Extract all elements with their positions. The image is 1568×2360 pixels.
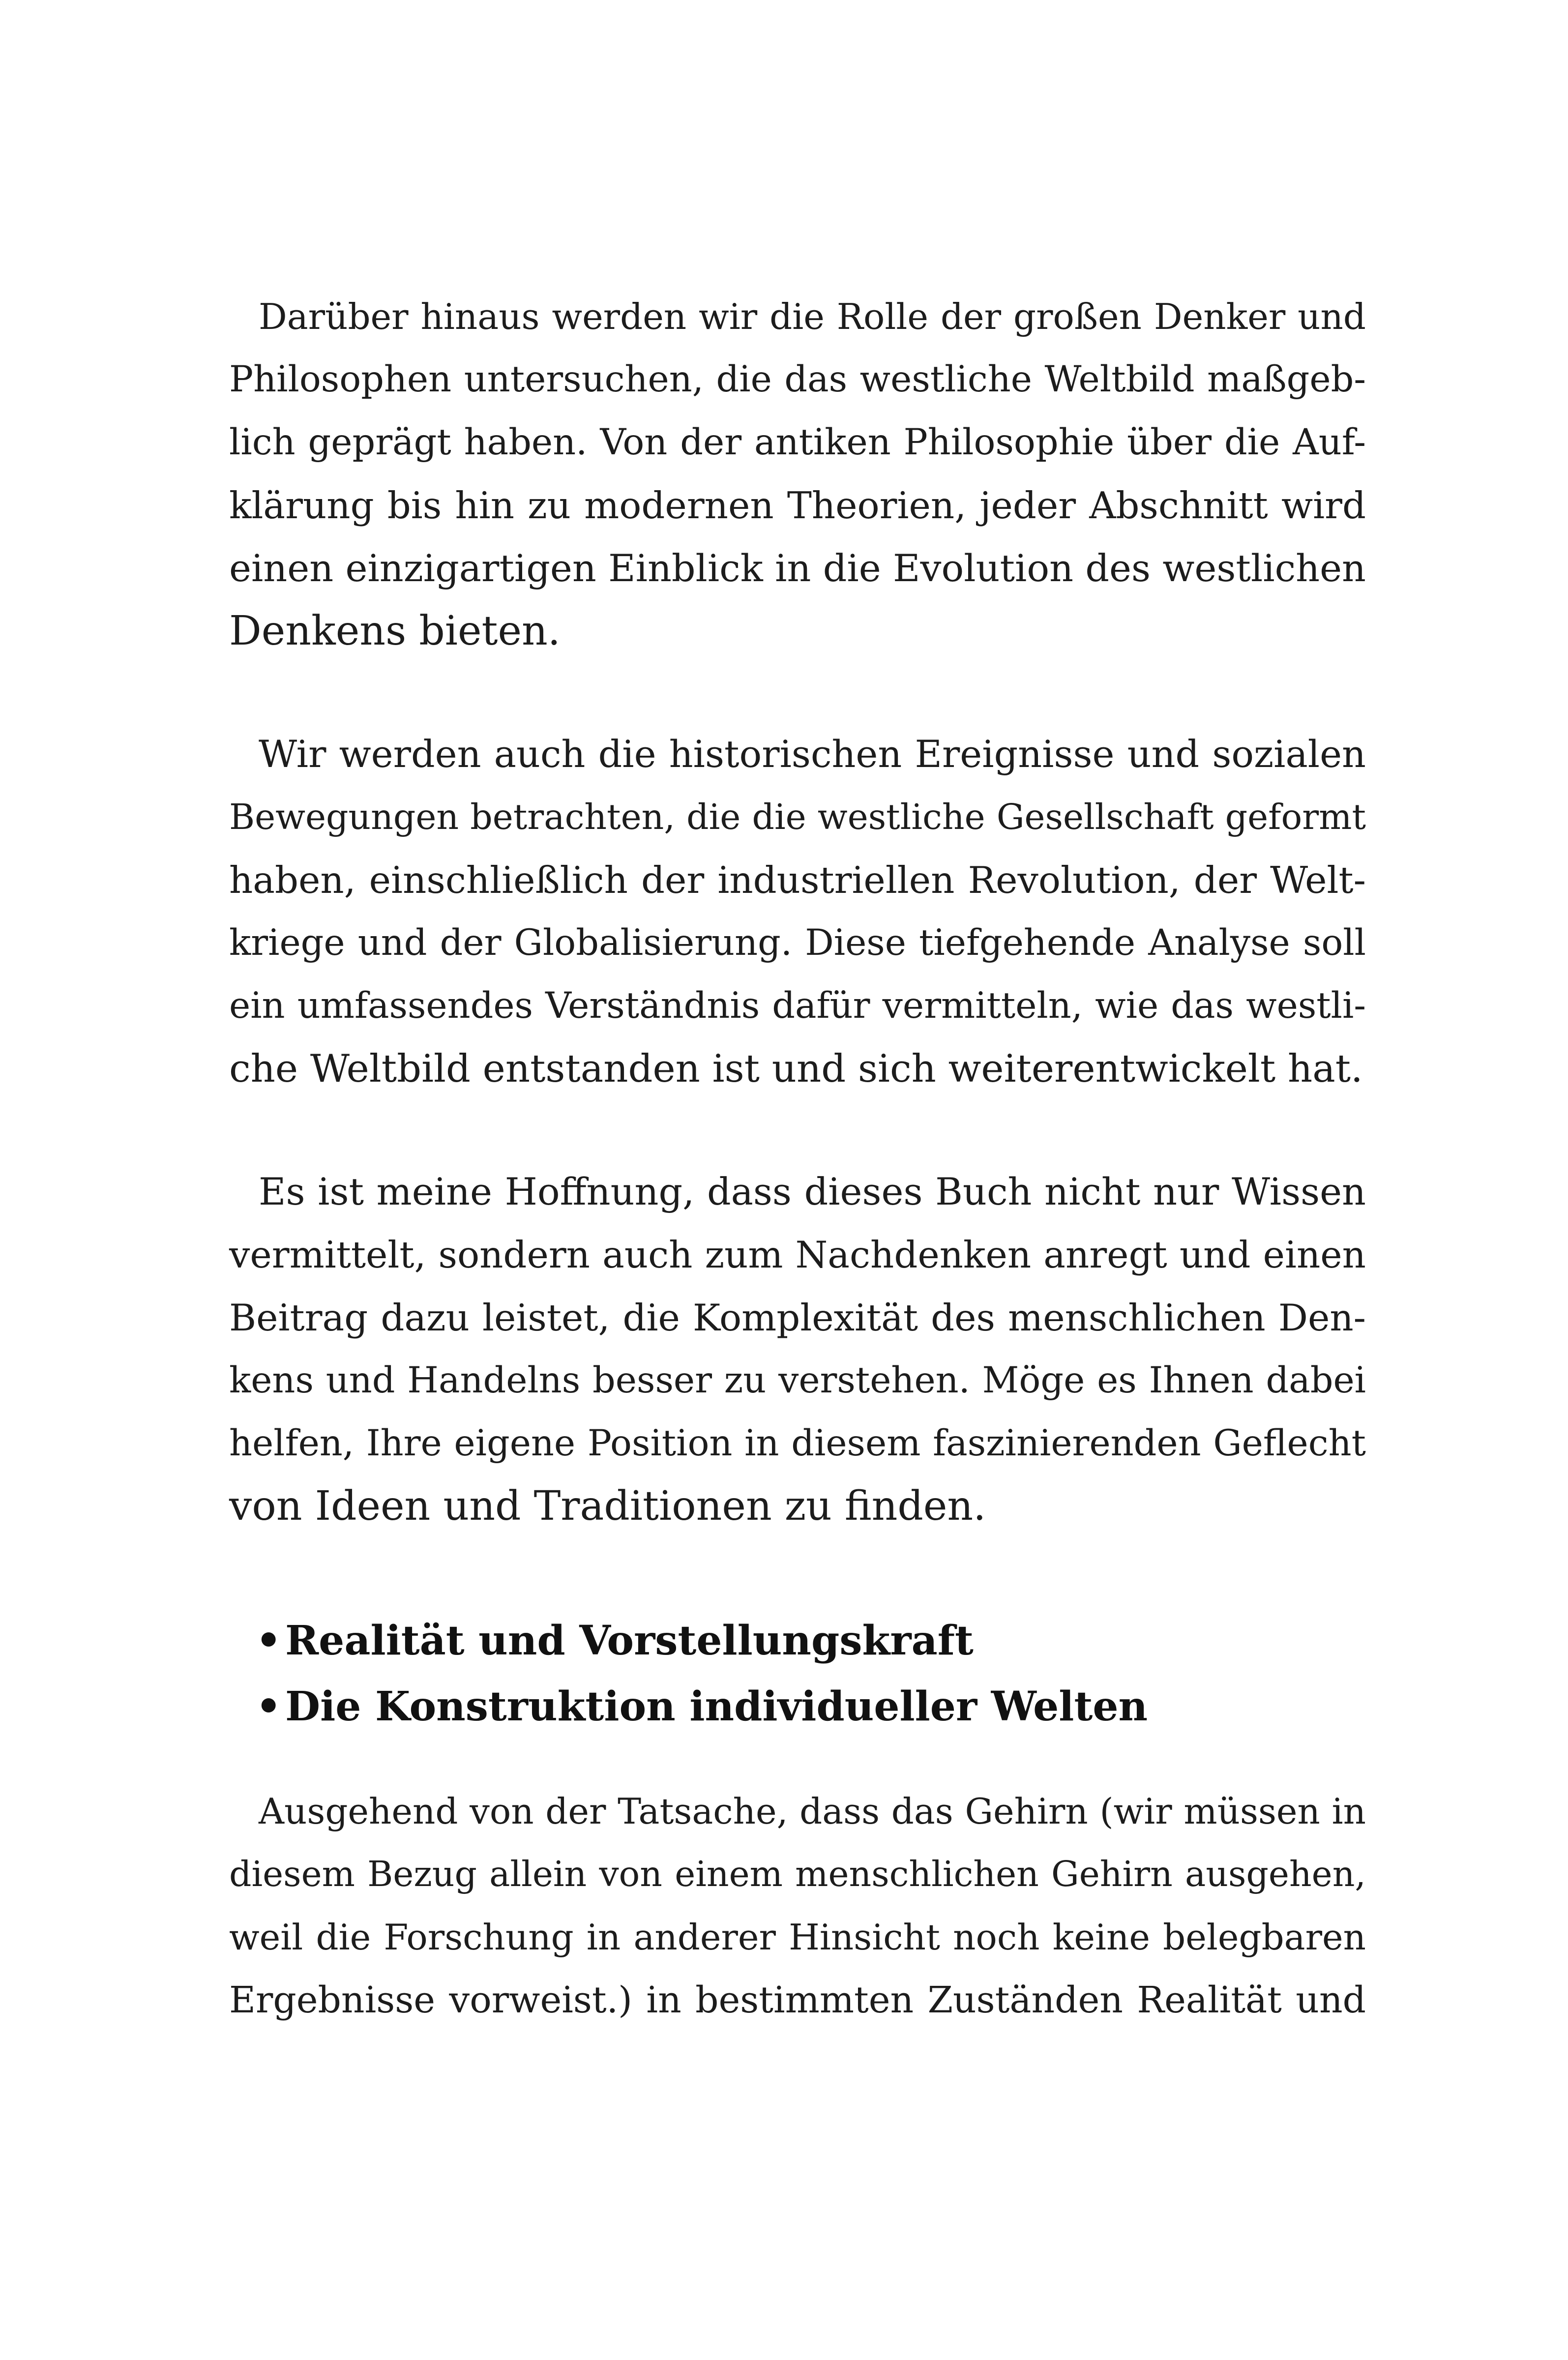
text-line: von Ideen und Traditionen zu finden. xyxy=(229,1483,986,1530)
text-line: Beitrag dazu leistet, die Komplexität des menschlichen Den- xyxy=(229,1296,1366,1339)
text-line: haben, einschließlich der industriellen Revolution, der Welt- xyxy=(229,858,1366,902)
bullet-text: Realität und Vorstellungskraft xyxy=(285,1617,974,1664)
text-line: Es ist meine Hoffnung, dass dieses Buch nicht nur Wissen xyxy=(259,1170,1366,1213)
text-line: Bewegungen betrachten, die die westliche Gesellschaft geformt xyxy=(229,796,1366,837)
text-line: diesem Bezug allein von einem menschlichen Gehirn ausgehen, xyxy=(229,1854,1366,1894)
bullet-list xyxy=(256,1608,1337,1740)
bullet-text: Die Konstruktion individueller Welten xyxy=(285,1683,1148,1730)
bullet-item xyxy=(256,1674,1337,1740)
text-line: klärung bis hin zu modernen Theorien, jeder Abschnitt wird xyxy=(229,484,1366,527)
paragraph-3 xyxy=(229,1160,1366,1538)
bullet-item xyxy=(256,1608,1337,1674)
text-line: kriege und der Globalisierung. Diese tiefgehende Analyse soll xyxy=(229,922,1366,964)
text-line: che Weltbild entstanden ist und sich weiterentwickelt hat. xyxy=(229,1047,1363,1091)
text-line: helfen, Ihre eigene Position in diesem faszinierenden Geflecht xyxy=(229,1422,1366,1464)
text-line: kens und Handelns besser zu verstehen. Möge es Ihnen dabei xyxy=(229,1359,1366,1401)
paragraph-1 xyxy=(229,285,1366,663)
paragraph-2 xyxy=(229,723,1366,1100)
text-line: weil die Forschung in anderer Hinsicht noch keine belegbaren xyxy=(229,1917,1366,1958)
paragraph-4 xyxy=(229,1780,1366,2032)
text-line: einen einzigartigen Einblick in die Evolution des westlichen xyxy=(229,546,1366,590)
text-line: ein umfassendes Verständnis dafür vermitteln, wie das westli- xyxy=(229,985,1366,1027)
text-line: Wir werden auch die historischen Ereignisse und sozialen xyxy=(259,732,1366,776)
text-line: vermittelt, sondern auch zum Nachdenken anregt und einen xyxy=(229,1233,1366,1276)
text-line: Ergebnisse vorweist.) in bestimmten Zuständen Realität und xyxy=(229,1979,1366,2021)
bullet-marker: • xyxy=(256,1683,282,1730)
text-line: Denkens bieten. xyxy=(229,608,561,654)
bullet-marker: • xyxy=(256,1617,282,1664)
text-line: Philosophen untersuchen, die das westliche Weltbild maßgeb- xyxy=(229,358,1366,400)
text-line: Darüber hinaus werden wir die Rolle der großen Denker und xyxy=(259,296,1366,337)
text-line: lich geprägt haben. Von der antiken Philosophie über die Auf- xyxy=(229,421,1366,463)
text-line: Ausgehend von der Tatsache, dass das Gehirn (wir müssen in xyxy=(259,1791,1366,1832)
